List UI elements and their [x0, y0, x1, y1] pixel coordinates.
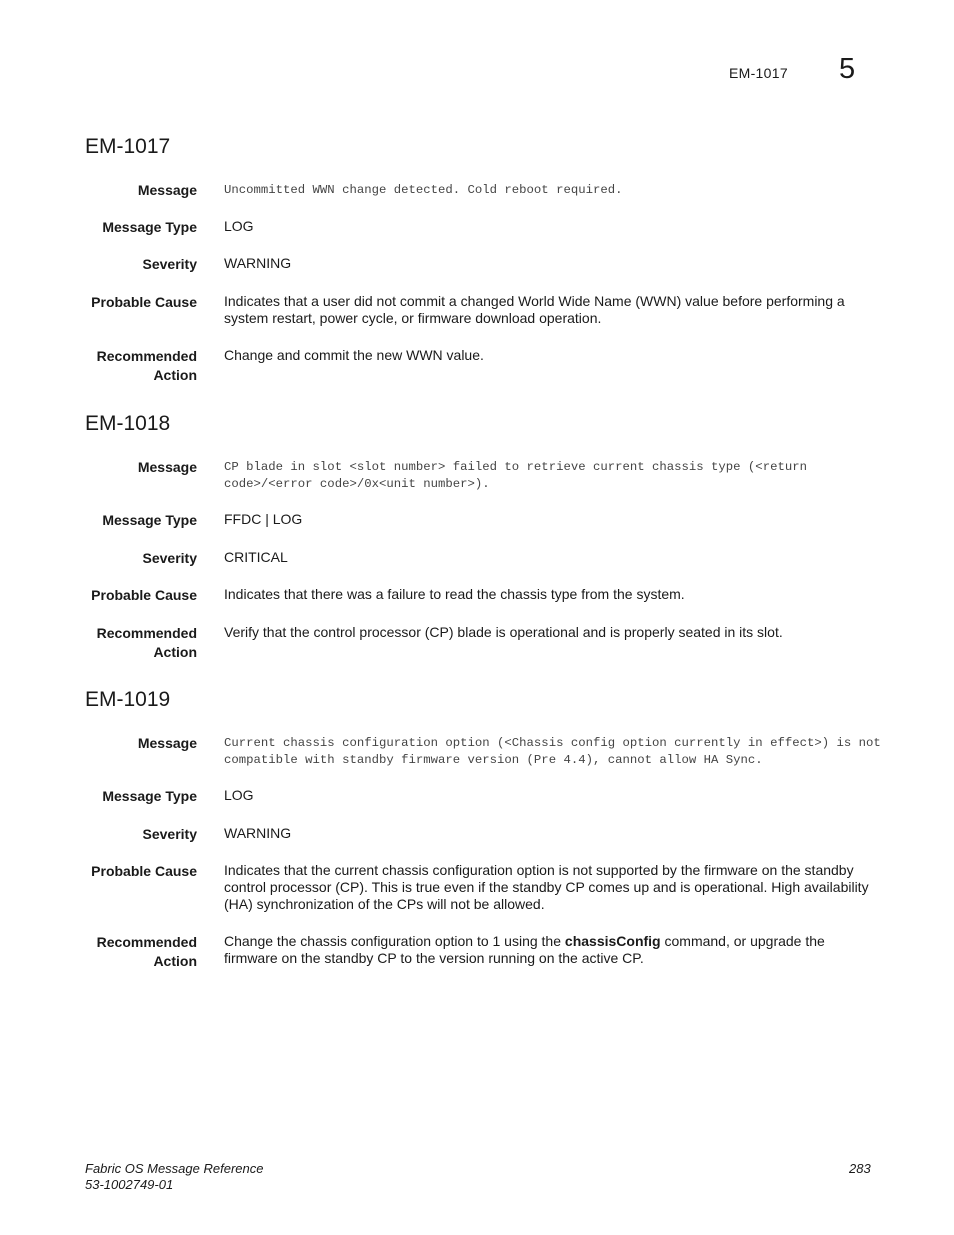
message-type-value: LOG	[224, 787, 254, 803]
recommended-action-label	[47, 347, 197, 384]
recommended-action-label	[47, 933, 197, 970]
probable-cause-label: Probable Cause	[91, 587, 197, 603]
section-title: EM-1017	[85, 135, 171, 158]
probable-cause-label: Probable Cause	[91, 863, 197, 879]
footer-book-title: Fabric OS Message Reference	[85, 1161, 264, 1176]
message-label: Message	[137, 459, 197, 475]
action-label: Action	[153, 366, 197, 383]
section-title: EM-1018	[85, 412, 171, 435]
severity-value: WARNING	[224, 825, 292, 841]
message-label: Message	[137, 182, 197, 198]
message-type-label: Message Type	[102, 512, 197, 528]
recommended-label: Recommended	[96, 934, 197, 950]
recommended-action-post: command, or upgrade the firmware on the standby CP to the version running on the active CP.	[224, 933, 825, 966]
probable-cause-text: Indicates that a user did not commit a changed World Wide Name (WWN) value before performing a system restart, power cycle, or firmware download operation.	[224, 293, 845, 326]
command-name: chassisConfig	[564, 933, 661, 949]
message-type-value: LOG	[224, 218, 254, 234]
severity-value: CRITICAL	[224, 549, 288, 565]
severity-label: Severity	[142, 256, 197, 272]
severity-label: Severity	[142, 826, 197, 842]
recommended-action-text: Verify that the control processor (CP) blade is operational and is properly seated in its slot.	[224, 624, 783, 640]
running-header-label: EM-1017	[729, 65, 788, 81]
message-type-label: Message Type	[102, 788, 197, 804]
chapter-number: 5	[839, 53, 856, 85]
recommended-action-text	[224, 933, 874, 967]
message-text: CP blade in slot <slot number> failed to retrieve current chassis type (<return code>/<error code>/0x<unit number>).	[224, 460, 807, 491]
message-type-value: FFDC | LOG	[224, 511, 303, 527]
footer-document-info	[85, 1161, 263, 1193]
message-text: Current chassis configuration option (<Chassis config option currently in effect>) is not compatible with standby firmware version (Pre 4.4), cannot allow HA Sync.	[224, 736, 881, 767]
action-label: Action	[153, 643, 197, 660]
message-label: Message	[137, 735, 197, 751]
probable-cause-text: Indicates that there was a failure to read the chassis type from the system.	[224, 586, 685, 602]
recommended-action-label	[47, 624, 197, 661]
severity-label: Severity	[142, 550, 197, 566]
recommended-label: Recommended	[96, 625, 197, 641]
probable-cause-label: Probable Cause	[91, 294, 197, 310]
recommended-action-pre: Change the chassis configuration option to 1 using the	[224, 933, 565, 949]
message-type-label: Message Type	[102, 219, 197, 235]
recommended-action-text: Change and commit the new WWN value.	[224, 347, 484, 363]
footer-page-number: 283	[849, 1161, 871, 1176]
recommended-label: Recommended	[96, 348, 197, 364]
footer-doc-number: 53-1002749-01	[85, 1177, 174, 1192]
section-title: EM-1019	[85, 688, 171, 711]
action-label: Action	[153, 952, 197, 969]
probable-cause-text: Indicates that the current chassis configuration option is not supported by the firmware on the standby control processor (CP). This is true even if the standby CP comes up and is operational. High availability (HA) synchronization of the CPs will not be allowed.	[224, 862, 869, 912]
severity-value: WARNING	[224, 255, 292, 271]
message-text: Uncommitted WWN change detected. Cold reboot required.	[224, 183, 623, 197]
